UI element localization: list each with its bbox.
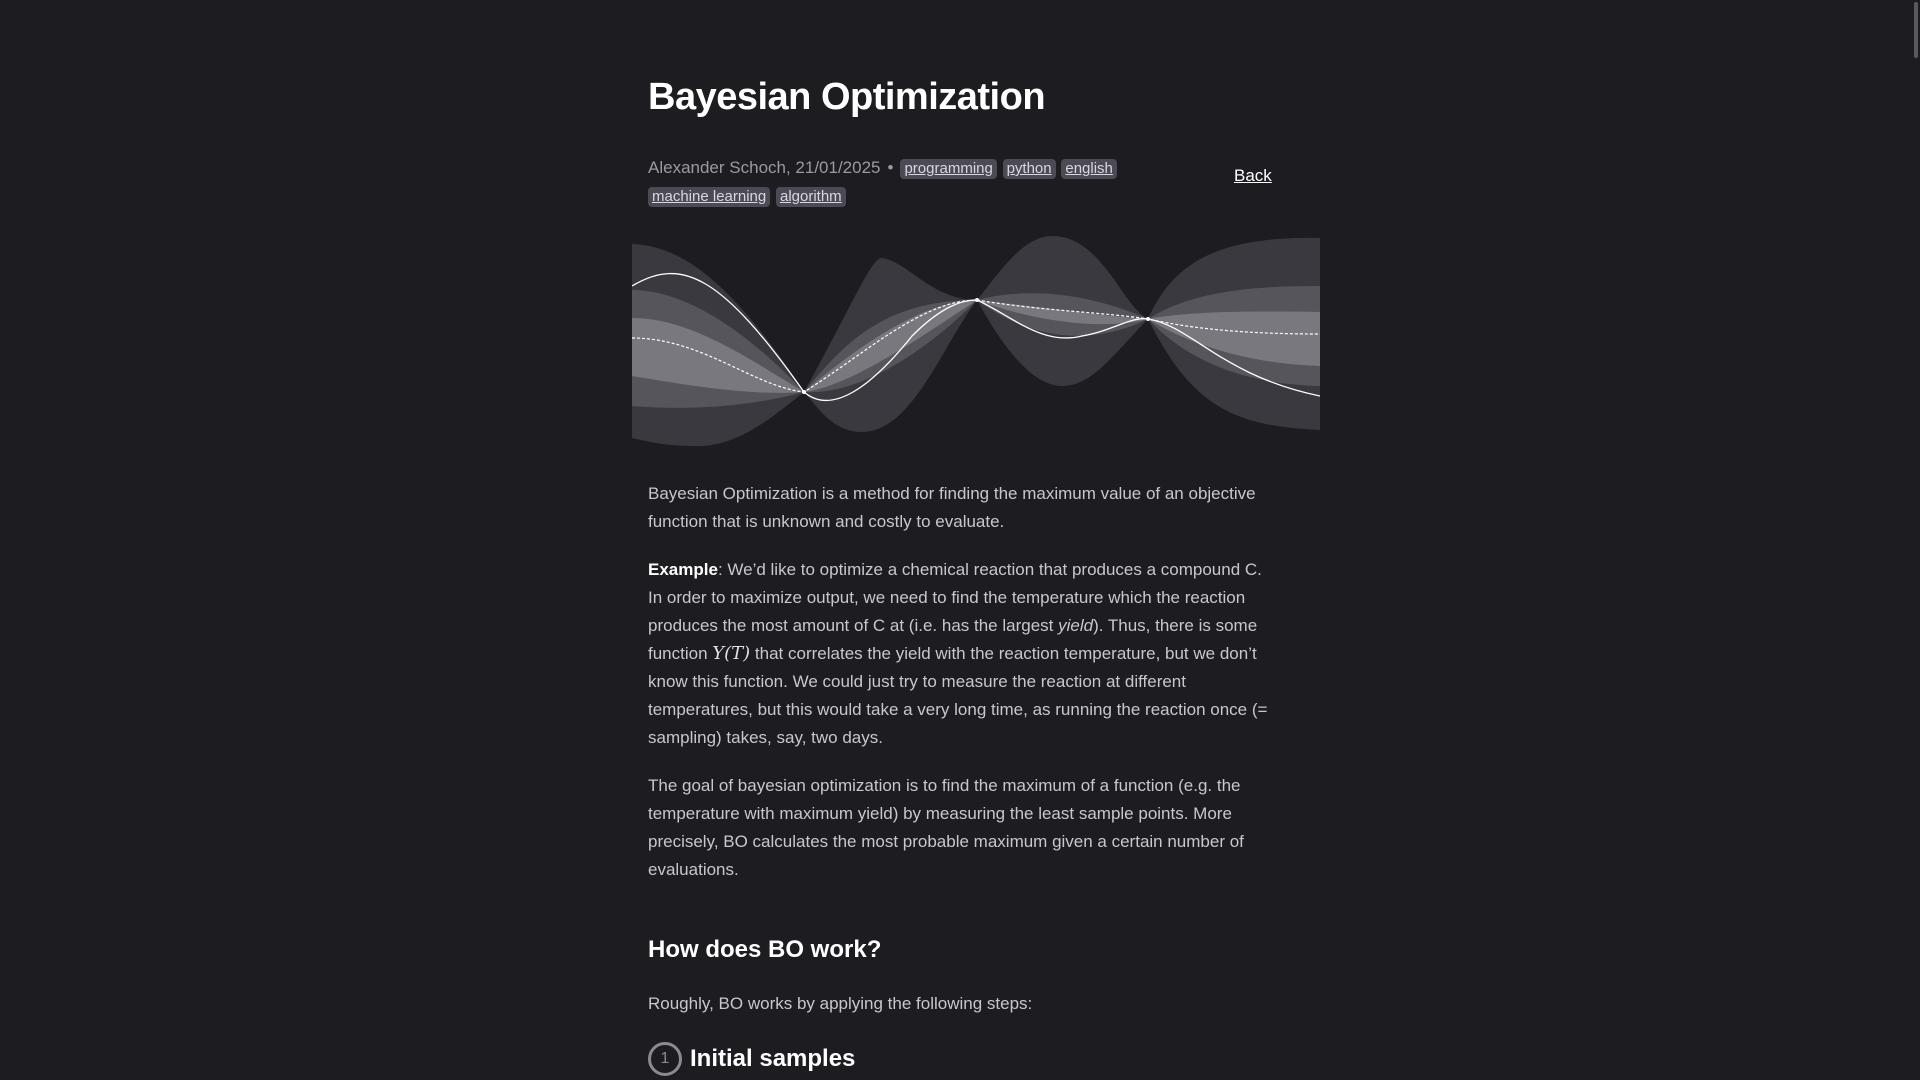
- tag-english[interactable]: english: [1061, 159, 1117, 179]
- sample-point: [975, 298, 979, 302]
- steps-intro: Roughly, BO works by applying the following steps:: [648, 994, 1033, 1013]
- article-meta: [648, 154, 1148, 210]
- author-date: Alexander Schoch, 21/01/2025: [648, 158, 881, 177]
- back-link[interactable]: Back: [1234, 166, 1272, 185]
- math-y-of-t: Y(T): [712, 643, 751, 664]
- tag-algorithm[interactable]: algorithm: [776, 187, 846, 207]
- sample-point: [802, 390, 806, 394]
- article-content: [648, 480, 1272, 1076]
- step-number-badge: 1: [648, 1042, 682, 1076]
- sample-point: [1146, 317, 1150, 321]
- section-heading: How does BO work?: [648, 936, 882, 963]
- example-paragraph: Example: We’d like to optimize a chemical reaction that produces a compound C. In order to maximize output, we need to find the temperature which the reaction produces the most amount of C at (i.e. has the largest yield). Thus, there is some function Y(T) that correlates the yield with the reaction temperature, but we don’t know this function. We could just try to measure the reaction at different temperatures, but this would take a very long time, as running the reaction once (= sampling) takes, say, two days.: [648, 560, 1268, 747]
- intro-paragraph: Bayesian Optimization is a method for finding the maximum value of an objective function that is unknown and costly to evaluate.: [648, 484, 1256, 531]
- example-label: Example: [648, 560, 718, 579]
- tag-python[interactable]: python: [1003, 159, 1056, 179]
- yield-term: yield: [1058, 616, 1094, 635]
- scrollbar[interactable]: [1910, 0, 1920, 1080]
- step-title: Initial samples: [690, 1045, 856, 1072]
- meta-separator: •: [887, 158, 894, 177]
- scrollbar-thumb[interactable]: [1914, 2, 1918, 58]
- tag-machine-learning[interactable]: machine learning: [648, 187, 770, 207]
- tag-programming[interactable]: programming: [900, 159, 996, 179]
- page-title: Bayesian Optimization: [648, 76, 1046, 118]
- goal-paragraph: The goal of bayesian optimization is to find the maximum of a function (e.g. the temperature with maximum yield) by measuring the least sample points. More precisely, BO calculates the most probable maximum given a certain number of evaluations.: [648, 776, 1244, 879]
- step-1-heading: [648, 1042, 1272, 1076]
- gaussian-process-illustration: [632, 236, 1320, 450]
